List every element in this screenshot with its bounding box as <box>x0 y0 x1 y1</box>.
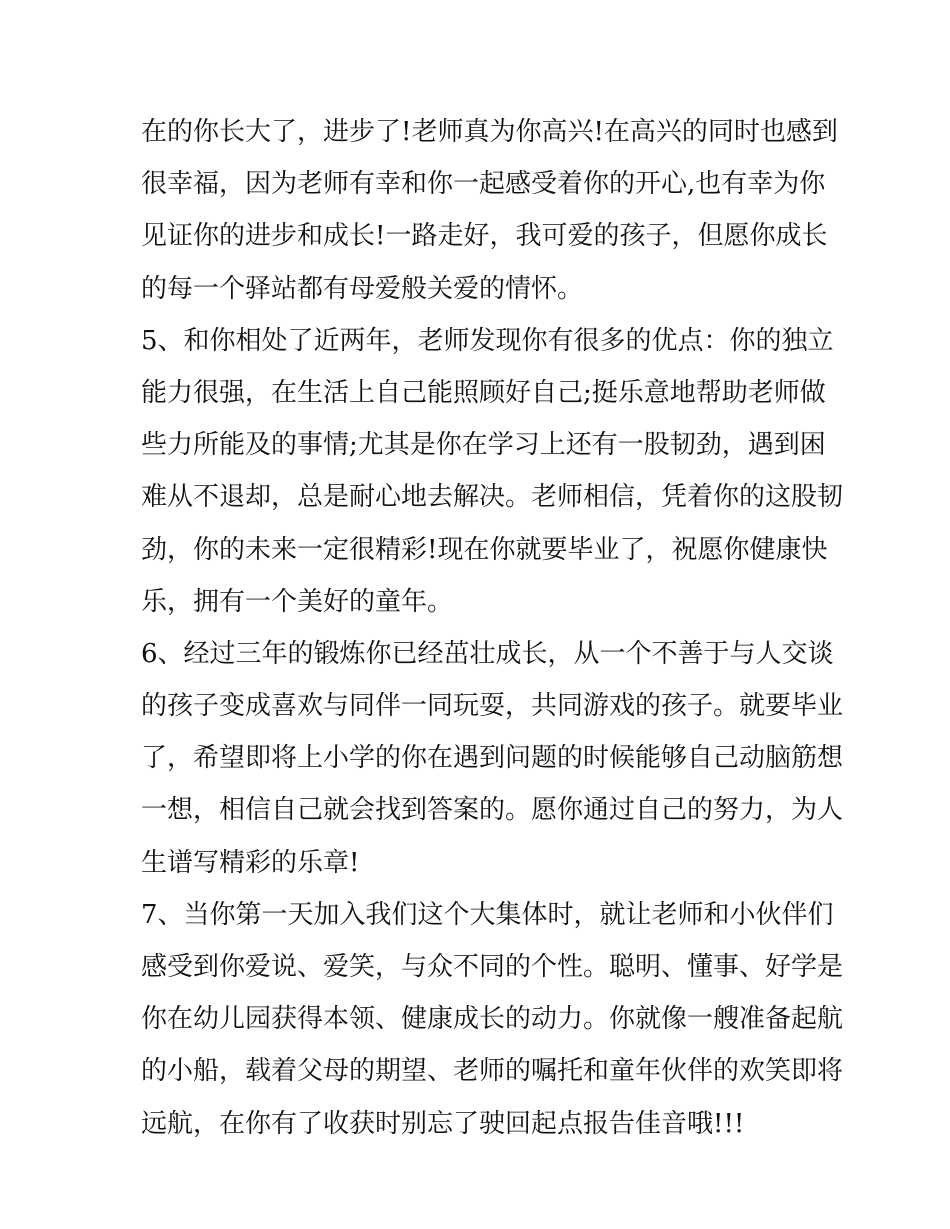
text-line: 的孩子变成喜欢与同伴一同玩耍，共同游戏的孩子。就要毕业 <box>141 691 844 722</box>
text-line: 6、经过三年的锻炼你已经茁壮成长，从一个不善于与人交谈 <box>141 638 834 669</box>
text-line: 在的你长大了，进步了!老师真为你高兴!在高兴的同时也感到 <box>141 117 838 147</box>
text-line: 乐，拥有一个美好的童年。 <box>141 586 454 617</box>
text-line: 生谱写精彩的乐章! <box>141 847 360 878</box>
body-text <box>141 106 844 1150</box>
text-line: 能力很强，在生活上自己能照顾好自己;挺乐意地帮助老师做 <box>141 377 826 408</box>
text-line: 5、和你相处了近两年，老师发现你有很多的优点：你的独立 <box>141 325 834 356</box>
text-line: 7、当你第一天加入我们这个大集体时，就让老师和小伙伴们 <box>141 899 834 930</box>
text-line: 的小船，载着父母的期望、老师的嘱托和童年伙伴的欢笑即将 <box>141 1056 844 1087</box>
text-line: 远航，在你有了收获时别忘了驶回起点报告佳音哦!!! <box>141 1108 745 1139</box>
text-line: 些力所能及的事情;尤其是你在学习上还有一股韧劲，遇到困 <box>141 430 826 461</box>
text-line: 难从不退却，总是耐心地去解决。老师相信，凭着你的这股韧 <box>141 482 844 513</box>
text-line: 你在幼儿园获得本领、健康成长的动力。你就像一艘准备起航 <box>141 1004 844 1035</box>
text-line: 劲，你的未来一定很精彩!现在你就要毕业了，祝愿你健康快 <box>141 534 828 565</box>
text-line: 感受到你爱说、爱笑，与众不同的个性。聪明、懂事、好学是 <box>141 952 844 982</box>
text-line: 很幸福，因为老师有幸和你一起感受着你的开心,也有幸为你 <box>141 169 826 200</box>
text-line: 一想，相信自己就会找到答案的。愿你通过自己的努力，为人 <box>141 795 844 826</box>
text-line: 的每一个驿站都有母爱般关爱的情怀。 <box>141 273 584 304</box>
text-line: 见证你的进步和成长!一路走好，我可爱的孩子，但愿你成长 <box>141 221 828 252</box>
text-line: 了，希望即将上小学的你在遇到问题的时候能够自己动脑筋想 <box>141 743 844 774</box>
